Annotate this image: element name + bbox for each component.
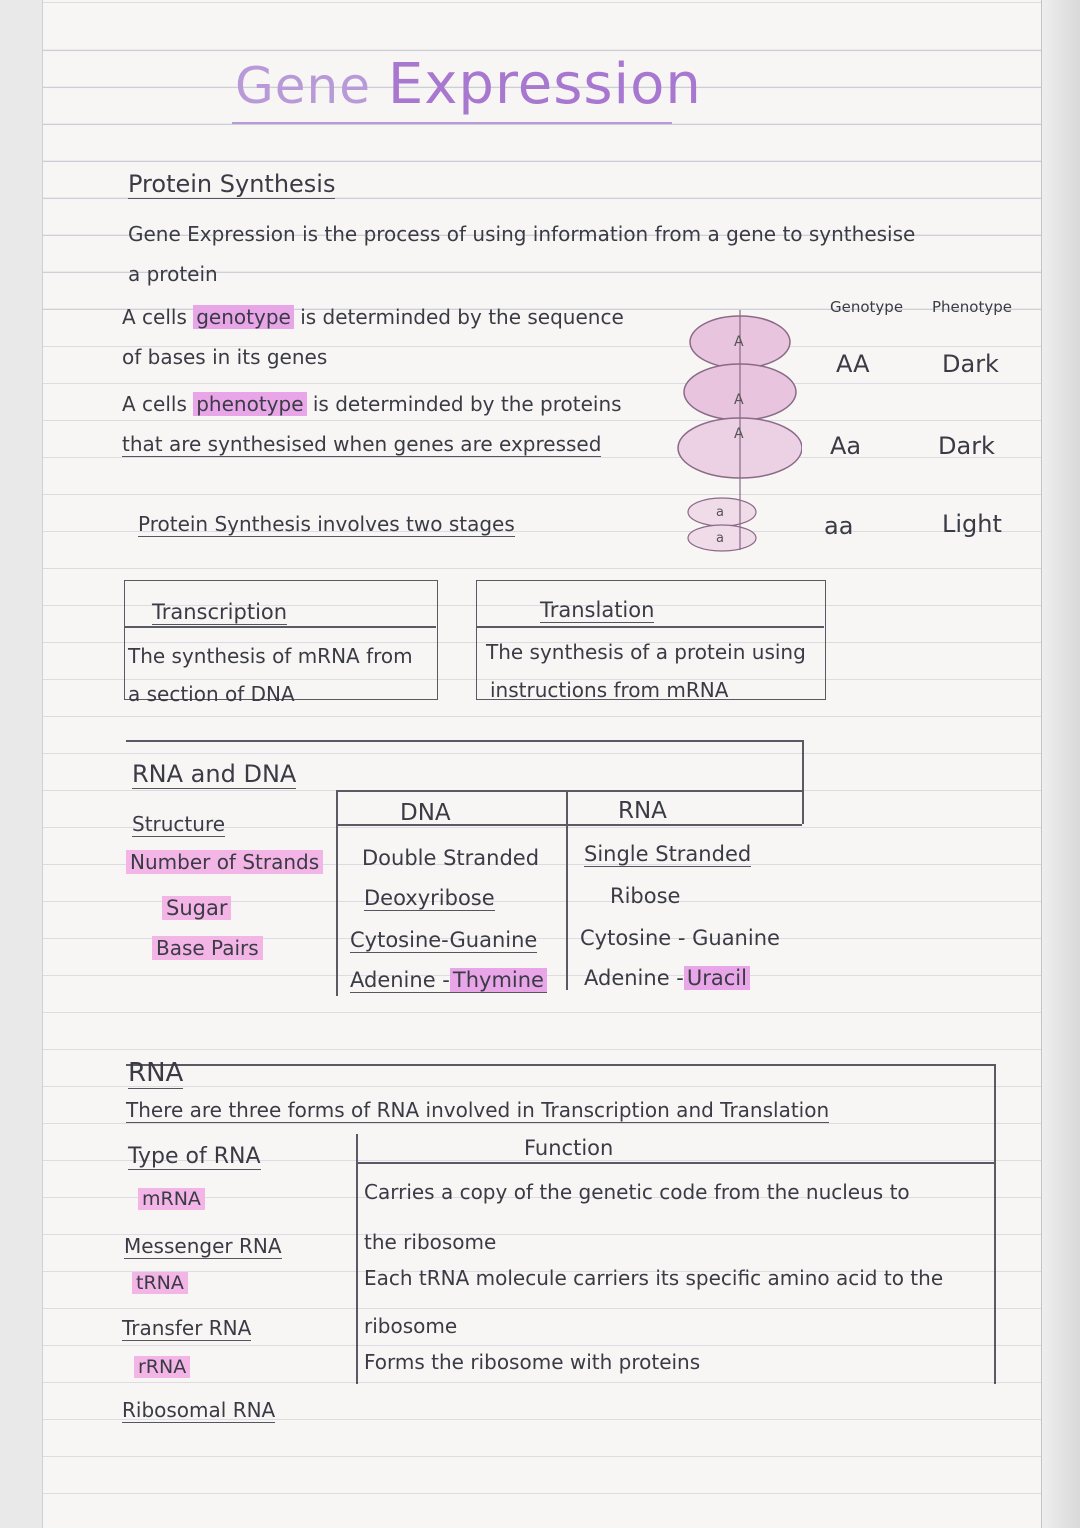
- mrna-function-line1: Carries a copy of the genetic code from the nucleus to: [364, 1180, 910, 1204]
- trna-function-line1: Each tRNA molecule carriers its specific amino acid to the: [364, 1266, 944, 1290]
- thymine-highlight: Thymine: [450, 968, 547, 992]
- page-margin: [0, 0, 43, 1528]
- trna-name: Transfer RNA: [122, 1316, 252, 1340]
- phenotype-highlight: phenotype: [193, 392, 306, 416]
- dna-base-pair-1: Cytosine-Guanine: [350, 928, 538, 952]
- phenotype-row-1: Dark: [942, 350, 999, 378]
- rna-table-top-border: [126, 1064, 994, 1066]
- dna-adenine: Adenine -: [350, 968, 450, 992]
- rna-dna-header-top: [336, 790, 802, 792]
- genotype-header: Genotype: [830, 298, 904, 316]
- translation-divider: [476, 626, 824, 628]
- phenotype-row-3: Light: [942, 510, 1002, 538]
- phenotype-sentence-cont: that are synthesised when genes are expressed: [122, 432, 602, 456]
- title-expression: Expression: [387, 52, 702, 117]
- base-pairs-label-text: Base Pairs: [152, 936, 263, 960]
- rna-dna-col-divider-1: [336, 790, 338, 996]
- genotype-sentence-cont: of bases in its genes: [122, 345, 328, 369]
- dna-strands: Double Stranded: [362, 846, 540, 870]
- rna-strands: Single Stranded: [584, 842, 752, 866]
- rrna-abbr-text: rRNA: [134, 1356, 190, 1378]
- title-gene: Gene: [235, 57, 371, 115]
- transcription-title: Transcription: [152, 600, 288, 624]
- page-title: [235, 52, 702, 117]
- title-underline: [232, 122, 672, 124]
- phenotype-post: is determinded by the proteins: [312, 392, 622, 416]
- ribosome-doodle: [672, 300, 802, 560]
- ribosome-label-4: a: [716, 505, 724, 520]
- mrna-abbr: [138, 1188, 205, 1210]
- translation-line1: The synthesis of a protein using: [486, 640, 806, 664]
- rna-heading: RNA: [128, 1058, 184, 1088]
- rna-table-col-divider: [356, 1134, 358, 1384]
- rna-table-header-line: [356, 1162, 994, 1164]
- protein-synthesis-heading: Protein Synthesis: [128, 170, 336, 198]
- genotype-highlight: genotype: [193, 305, 294, 329]
- translation-title: Translation: [540, 598, 655, 622]
- gene-expression-definition: Gene Expression is the process of using information from a gene to synthesise: [128, 222, 916, 246]
- function-header: Function: [524, 1136, 614, 1160]
- rna-table-right-border: [994, 1064, 996, 1384]
- trna-abbr-text: tRNA: [132, 1272, 188, 1294]
- type-of-rna-header: Type of RNA: [128, 1144, 261, 1169]
- rna-dna-right-border: [802, 740, 804, 824]
- rrna-name: Ribosomal RNA: [122, 1398, 276, 1422]
- ribosome-label-1: A: [734, 334, 744, 350]
- rna-adenine: Adenine -: [584, 966, 684, 990]
- genotype-row-2: Aa: [830, 432, 862, 460]
- genotype-pre: A cells: [122, 305, 187, 329]
- phenotype-row-2: Dark: [938, 432, 995, 460]
- genotype-row-3: aa: [824, 512, 854, 540]
- strands-label-text: Number of Strands: [126, 850, 323, 874]
- rna-dna-heading: RNA and DNA: [132, 760, 297, 788]
- mrna-function-line2: the ribosome: [364, 1230, 497, 1254]
- transcription-divider: [124, 626, 436, 628]
- transcription-line1: The synthesis of mRNA from: [128, 644, 413, 668]
- base-pairs-label: [152, 936, 263, 960]
- phenotype-sentence: [122, 392, 622, 416]
- rrna-function: Forms the ribosome with proteins: [364, 1350, 701, 1374]
- rna-dna-top-border: [126, 740, 802, 742]
- ribosome-label-2: A: [734, 392, 744, 408]
- phenotype-pre: A cells: [122, 392, 187, 416]
- gene-expression-definition-cont: a protein: [128, 262, 218, 286]
- rna-dna-col-divider-2: [566, 790, 568, 990]
- ribosome-label-5: a: [716, 531, 724, 546]
- rna-intro: There are three forms of RNA involved in Transcription and Translation: [126, 1098, 830, 1122]
- genotype-post: is determinded by the sequence: [300, 305, 624, 329]
- translation-line2: instructions from mRNA: [490, 678, 729, 702]
- rna-base-pair-2: [584, 966, 750, 990]
- uracil-highlight: Uracil: [684, 966, 750, 990]
- sugar-label: [162, 896, 231, 920]
- genotype-sentence: [122, 305, 624, 329]
- rrna-abbr: [134, 1356, 190, 1378]
- rna-col-header: RNA: [618, 798, 667, 824]
- dna-base-pair-2: [350, 968, 547, 993]
- ribosome-label-3: A: [734, 426, 744, 442]
- sugar-label-text: Sugar: [162, 896, 231, 920]
- phenotype-header: Phenotype: [932, 298, 1012, 316]
- mrna-name: Messenger RNA: [124, 1234, 282, 1258]
- trna-function-line2: ribosome: [364, 1314, 458, 1338]
- structure-label: Structure: [132, 812, 226, 836]
- strands-label: [126, 850, 323, 874]
- dna-col-header: DNA: [400, 800, 451, 826]
- trna-abbr: [132, 1272, 188, 1294]
- mrna-abbr-text: mRNA: [138, 1188, 205, 1210]
- genotype-row-1: AA: [836, 350, 870, 378]
- transcription-line2: a section of DNA: [128, 682, 295, 706]
- rna-sugar: Ribose: [610, 884, 681, 908]
- binder-edge: [1041, 0, 1080, 1528]
- stages-sentence: Protein Synthesis involves two stages: [138, 512, 515, 536]
- rna-base-pair-1: Cytosine - Guanine: [580, 926, 780, 950]
- dna-sugar: Deoxyribose: [364, 886, 495, 910]
